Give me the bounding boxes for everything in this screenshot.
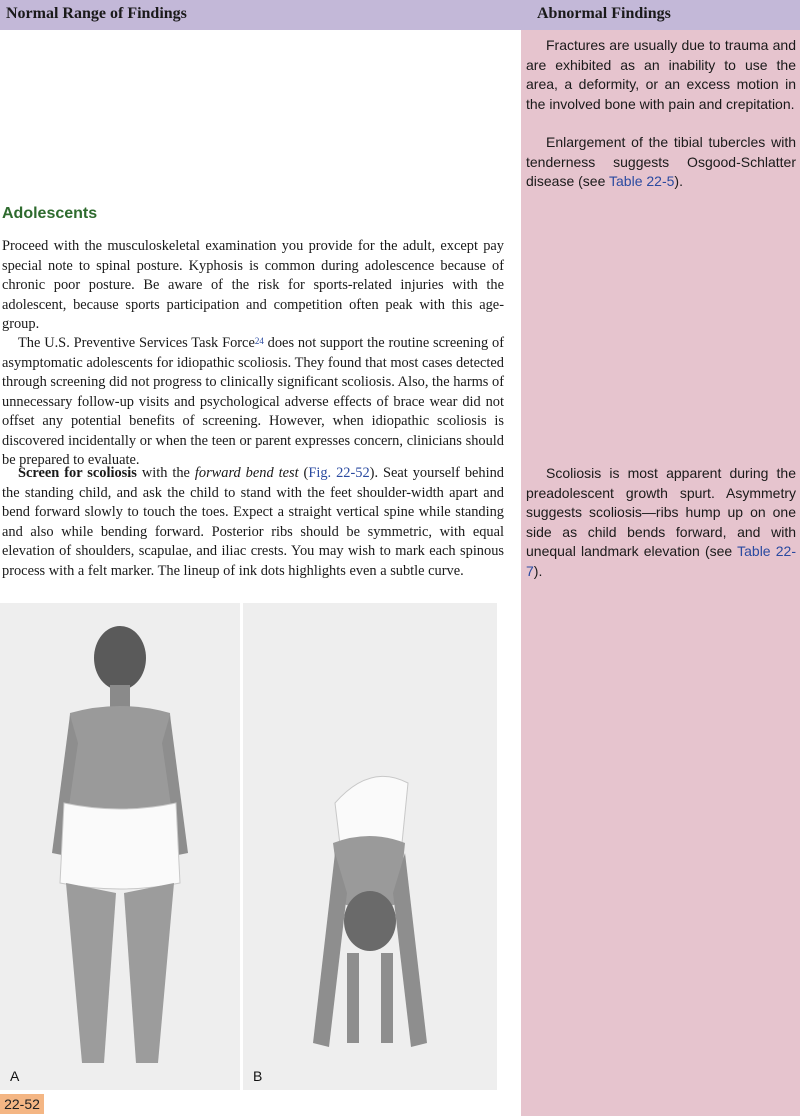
figure-standing-child-photo: [0, 603, 240, 1090]
table-22-7-link[interactable]: Table 22-7: [526, 543, 796, 579]
standing-child-illustration: [0, 603, 240, 1090]
abnormal-findings-header: Abnormal Findings: [537, 5, 671, 22]
fractures-paragraph: Fractures are usually due to trauma and are exhibited as an inability to use the area, a deformity, or an excess motion in the involved bone with pain and crepitation.: [526, 37, 796, 112]
abnormal-findings-column: [521, 30, 800, 1116]
forward-bend-child-illustration: [243, 603, 497, 1090]
reference-24[interactable]: 24: [254, 336, 264, 346]
forward-bend-paragraph: Screen for scoliosis with the forward bend test (Fig. 22-52). Seat yourself behind the standing child, and ask the child to stand with the feet shoulder-width apart and bend forward slowly to touch the toes. Expect a straight vertical spine while standing and also while bending forward. Posterior ribs should be symmetric, with equal elevation of shoulders, scapulae, and iliac crests. You may wish to mark each spinous process with a felt marker. The lineup of ink dots highlights even a subtle curve.: [2, 465, 504, 579]
figure-label-a: A: [10, 1068, 20, 1084]
adolescents-heading: Adolescents: [2, 205, 98, 222]
scoliosis-paragraph: Scoliosis is most apparent during the preadolescent growth spurt. Asymmetry suggests scoliosis—ribs hump up on one side as child bends forward, and with unequal landmark elevation (see Table 22-7).: [526, 465, 796, 579]
figure-forward-bend-photo: [243, 603, 497, 1090]
table-22-5-link[interactable]: Table 22-5: [609, 173, 675, 189]
adolescents-intro-paragraph: Proceed with the musculoskeletal examination you provide for the adult, except pay special note to spinal posture. Kyphosis is common during adolescence because of chronic poor posture. Be aware of the risk for sports-related injuries with the adolescent, because sports participation and competition often peak with this age-group.: [2, 238, 504, 332]
normal-findings-header: Normal Range of Findings: [6, 5, 187, 22]
uspstf-paragraph: The U.S. Preventive Services Task Force$^{24}$ does not support the routine screening of asymptomatic adolescents for idiopathic scoliosis. They found that most cases detected through screening did not progress to clinically significant scoliosis. Also, the harms of unnecessary follow-up visits and psychological adverse effects of brace wear did not offset any potential benefits of screening. However, when idiopathic scoliosis is discovered incidentally or when the teen or parent expresses concern, clinicians should be prepared to evaluate.: [2, 335, 505, 468]
page-header: [0, 0, 800, 30]
page-number: 22-52: [0, 1094, 44, 1114]
figure-label-b: B: [253, 1068, 263, 1084]
osgood-schlatter-paragraph: Enlargement of the tibial tubercles with tenderness suggests Osgood-Schlatter disease (see Table 22-5).: [526, 134, 796, 189]
fig-22-52-link[interactable]: Fig. 22-52: [308, 465, 370, 481]
